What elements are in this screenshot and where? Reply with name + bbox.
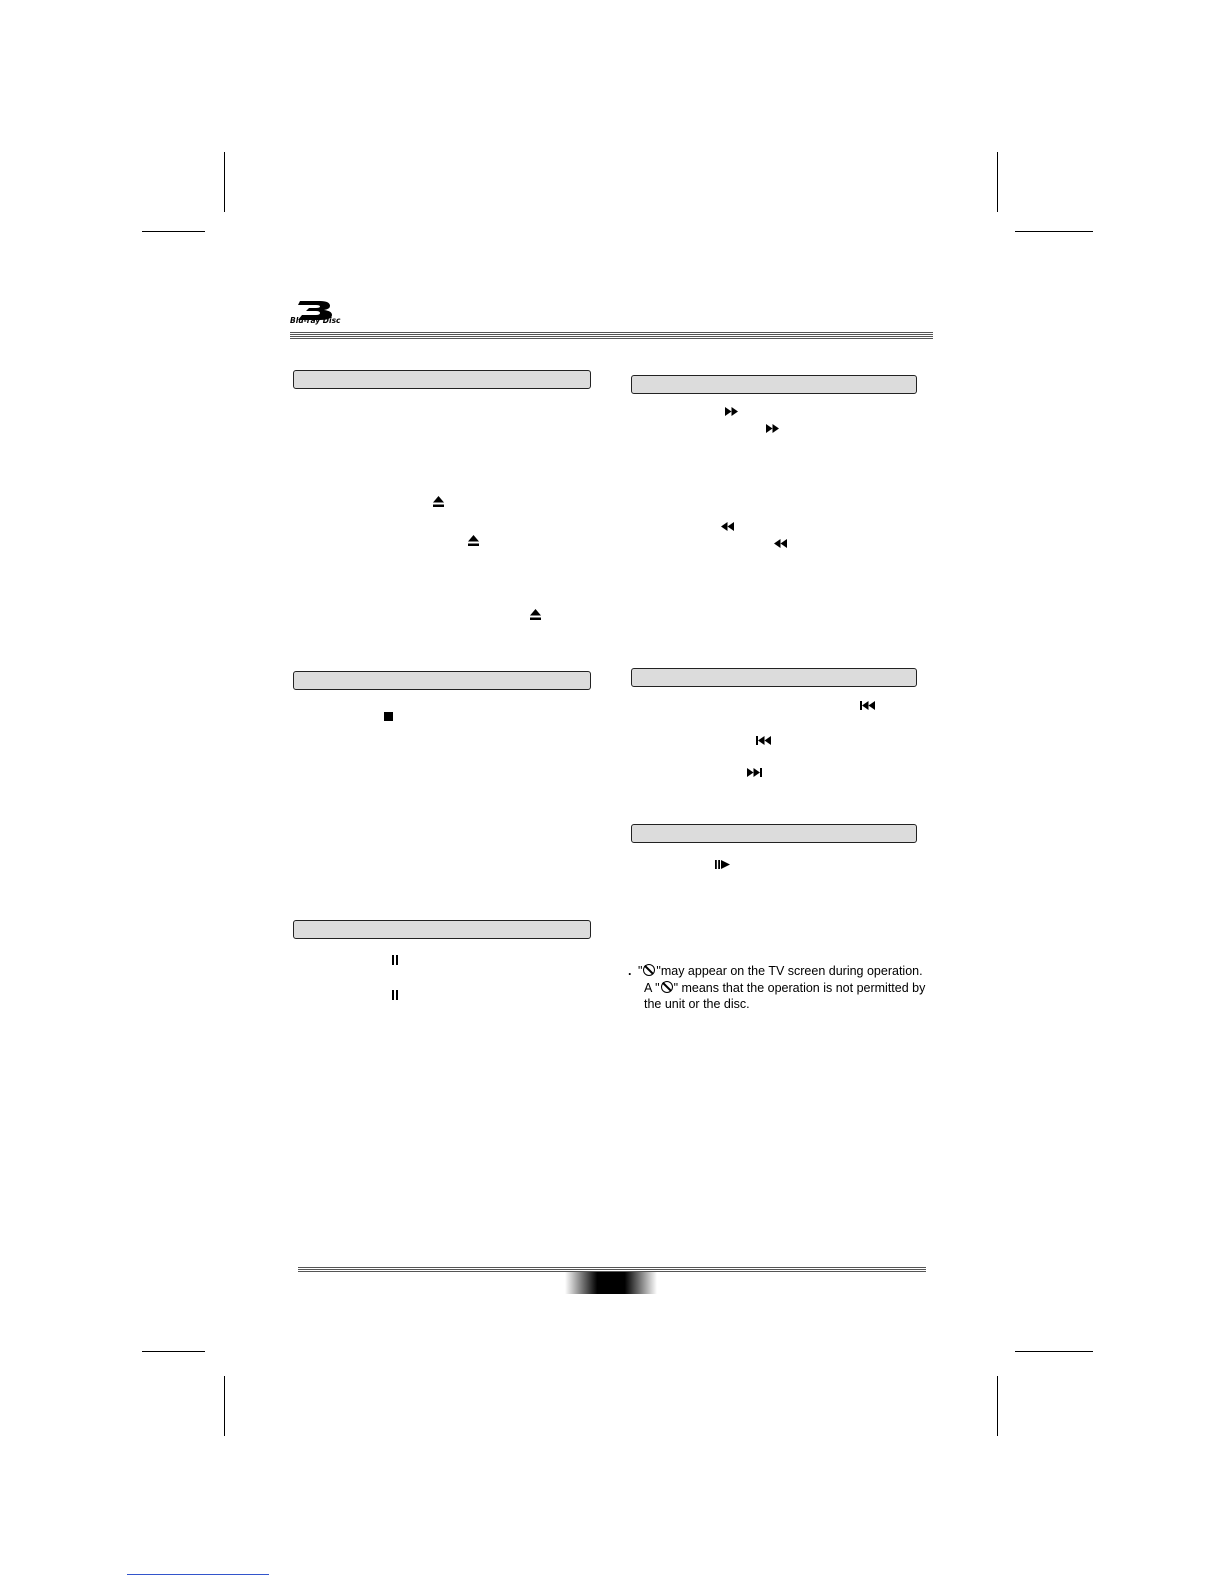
crop-mark-top-right-v [997,152,998,212]
previous-icon [860,701,875,710]
crop-mark-bottom-left-v [224,1376,225,1436]
prohibit-icon [643,964,655,976]
note-line-1-text: "may appear on the TV screen during operation. [656,964,923,978]
crop-mark-bottom-right-v [997,1376,998,1436]
bluray-logo [290,298,350,328]
crop-mark-top-right-h [1015,231,1093,232]
section-header-left-1 [293,370,591,389]
header-rule [290,332,933,340]
previous-icon [756,736,771,745]
crop-mark-top-left-v [224,152,225,212]
note-line-2-pre: A " [644,980,660,995]
fast-forward-icon [766,424,779,433]
note-line-2-text: " means that the operation is not permitted by [673,980,926,995]
prohibit-icon [661,981,673,993]
rewind-icon [774,539,787,548]
prohibit-note [628,963,925,1013]
section-header-left-2 [293,671,591,690]
pause-icon [392,990,398,1000]
note-bullet: . [628,964,632,978]
next-icon [747,768,762,777]
note-line-1 [628,963,925,980]
bottom-link-underline [127,1574,269,1575]
rewind-icon [721,522,734,531]
page-number-tab [565,1272,657,1294]
note-quote-open: " [637,964,643,978]
note-line-2 [628,980,925,997]
eject-icon [530,609,541,620]
fast-forward-icon [725,407,738,416]
pause-icon [392,955,398,965]
step-icon [715,860,730,869]
section-header-right-2 [631,668,917,687]
crop-mark-bottom-right-h [1015,1351,1093,1352]
section-header-left-3 [293,920,591,939]
eject-icon [433,496,444,507]
section-header-right-1 [631,375,917,394]
crop-mark-top-left-h [142,231,205,232]
section-header-right-3 [631,824,917,843]
bluray-logo-text: Blu-ray Disc [290,316,341,325]
note-line-3: the unit or the disc. [644,997,750,1011]
crop-mark-bottom-left-h [142,1351,205,1352]
stop-icon [384,712,393,721]
eject-icon [468,535,479,546]
